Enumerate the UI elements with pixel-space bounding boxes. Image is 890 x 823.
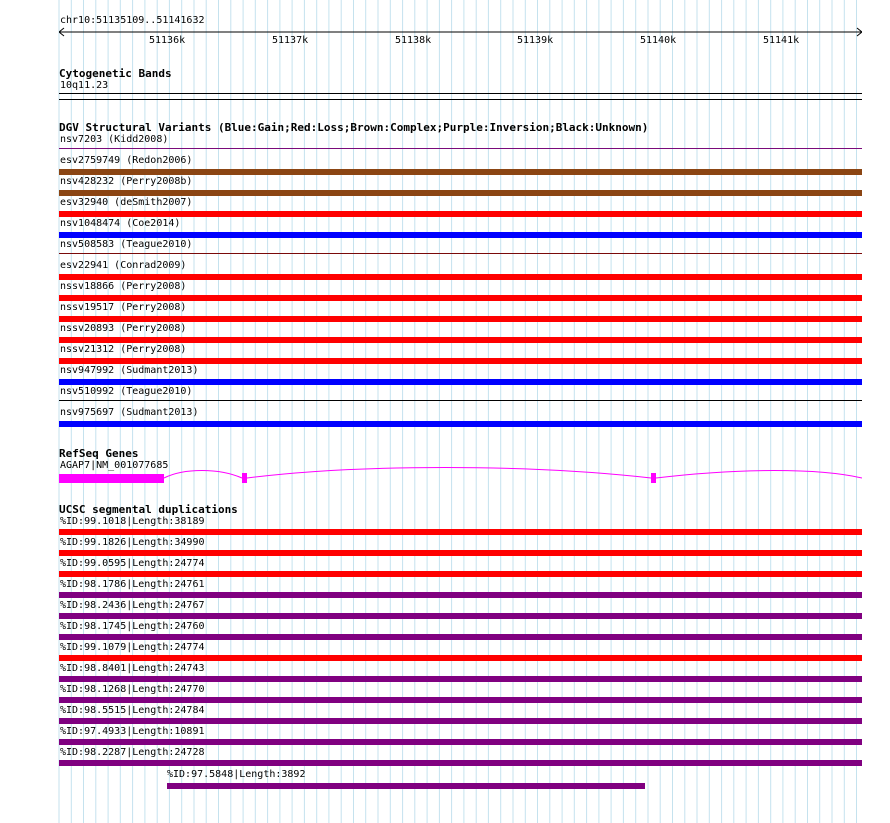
refseq-track-title[interactable]: RefSeq Genes <box>59 447 139 460</box>
dgv-feature-label[interactable]: nsv508583 (Teague2010) <box>60 239 193 250</box>
dgv-feature-bar[interactable] <box>59 316 862 322</box>
segdup-feature-label[interactable]: %ID:99.1018|Length:38189 <box>60 516 205 527</box>
segdup-feature-label[interactable]: %ID:98.8401|Length:24743 <box>60 663 205 674</box>
refseq-gene-model[interactable] <box>59 464 862 486</box>
cytoband-label: 10q11.23 <box>60 80 109 91</box>
segdup-feature-bar[interactable] <box>167 783 645 789</box>
dgv-feature-bar[interactable] <box>59 148 862 149</box>
dgv-feature-label[interactable]: nssv21312 (Perry2008) <box>60 344 187 355</box>
segdup-feature-label[interactable]: %ID:98.1268|Length:24770 <box>60 684 205 695</box>
gene-exon[interactable] <box>651 473 656 483</box>
dgv-feature-label[interactable]: nssv18866 (Perry2008) <box>60 281 187 292</box>
dgv-feature-bar[interactable] <box>59 253 862 254</box>
cytoband-line[interactable] <box>59 93 862 94</box>
dgv-feature-label[interactable]: nsv7203 (Kidd2008) <box>60 134 169 145</box>
dgv-feature-label[interactable]: nsv1048474 (Coe2014) <box>60 218 181 229</box>
dgv-feature-bar[interactable] <box>59 274 862 280</box>
ruler-tick-label: 51136k <box>149 35 186 46</box>
dgv-feature-bar[interactable] <box>59 295 862 301</box>
cytoband-track-title[interactable]: Cytogenetic Bands <box>59 67 172 80</box>
dgv-feature-bar[interactable] <box>59 190 862 196</box>
segdup-feature-label[interactable]: %ID:97.5848|Length:3892 <box>167 769 306 780</box>
dgv-feature-bar[interactable] <box>59 169 862 175</box>
dgv-feature-label[interactable]: esv32940 (deSmith2007) <box>60 197 193 208</box>
segdup-feature-bar[interactable] <box>59 676 862 682</box>
segdup-feature-bar[interactable] <box>59 571 862 577</box>
dgv-feature-label[interactable]: nsv947992 (Sudmant2013) <box>60 365 199 376</box>
segdup-feature-label[interactable]: %ID:99.1826|Length:34990 <box>60 537 205 548</box>
ruler-tick-label: 51140k <box>640 35 677 46</box>
dgv-feature-label[interactable]: nsv428232 (Perry2008b) <box>60 176 193 187</box>
ruler-tick-label: 51138k <box>395 35 432 46</box>
dgv-feature-bar[interactable] <box>59 421 862 427</box>
segdup-feature-bar[interactable] <box>59 718 862 724</box>
segdup-feature-label[interactable]: %ID:98.5515|Length:24784 <box>60 705 205 716</box>
segdup-track-title[interactable]: UCSC segmental duplications <box>59 503 238 516</box>
segdup-feature-bar[interactable] <box>59 592 862 598</box>
segdup-feature-label[interactable]: %ID:98.1745|Length:24760 <box>60 621 205 632</box>
segdup-feature-label[interactable]: %ID:97.4933|Length:10891 <box>60 726 205 737</box>
dgv-feature-label[interactable]: nsv975697 (Sudmant2013) <box>60 407 199 418</box>
segdup-feature-bar[interactable] <box>59 550 862 556</box>
dgv-feature-label[interactable]: nssv19517 (Perry2008) <box>60 302 187 313</box>
cytoband-line[interactable] <box>59 99 862 100</box>
segdup-feature-bar[interactable] <box>59 655 862 661</box>
segdup-feature-label[interactable]: %ID:98.2287|Length:24728 <box>60 747 205 758</box>
segdup-feature-bar[interactable] <box>59 697 862 703</box>
dgv-feature-bar[interactable] <box>59 358 862 364</box>
segdup-feature-bar[interactable] <box>59 613 862 619</box>
gene-exon[interactable] <box>242 473 247 483</box>
ruler-tick-label: 51141k <box>763 35 800 46</box>
dgv-feature-label[interactable]: esv22941 (Conrad2009) <box>60 260 187 271</box>
ruler-tick-label: 51139k <box>517 35 554 46</box>
gene-exon[interactable] <box>59 474 164 483</box>
segdup-feature-label[interactable]: %ID:98.1786|Length:24761 <box>60 579 205 590</box>
dgv-track-title[interactable]: DGV Structural Variants (Blue:Gain;Red:Loss;Brown:Complex;Purple:Inversion;Black:Unknown) <box>59 121 649 134</box>
dgv-feature-bar[interactable] <box>59 400 862 401</box>
segdup-feature-label[interactable]: %ID:98.2436|Length:24767 <box>60 600 205 611</box>
segdup-feature-bar[interactable] <box>59 739 862 745</box>
dgv-feature-bar[interactable] <box>59 337 862 343</box>
ruler-tick-label: 51137k <box>272 35 309 46</box>
segdup-feature-label[interactable]: %ID:99.0595|Length:24774 <box>60 558 205 569</box>
segdup-feature-bar[interactable] <box>59 634 862 640</box>
dgv-feature-label[interactable]: nssv20893 (Perry2008) <box>60 323 187 334</box>
segdup-feature-bar[interactable] <box>59 760 862 766</box>
segdup-feature-bar[interactable] <box>59 529 862 535</box>
dgv-feature-bar[interactable] <box>59 379 862 385</box>
dgv-feature-bar[interactable] <box>59 232 862 238</box>
dgv-feature-label[interactable]: nsv510992 (Teague2010) <box>60 386 193 397</box>
refseq-gene-label[interactable]: AGAP7|NM_001077685 <box>60 460 169 471</box>
segdup-feature-label[interactable]: %ID:99.1079|Length:24774 <box>60 642 205 653</box>
dgv-feature-bar[interactable] <box>59 211 862 217</box>
locus-label: chr10:51135109..51141632 <box>60 15 205 26</box>
dgv-feature-label[interactable]: esv2759749 (Redon2006) <box>60 155 193 166</box>
